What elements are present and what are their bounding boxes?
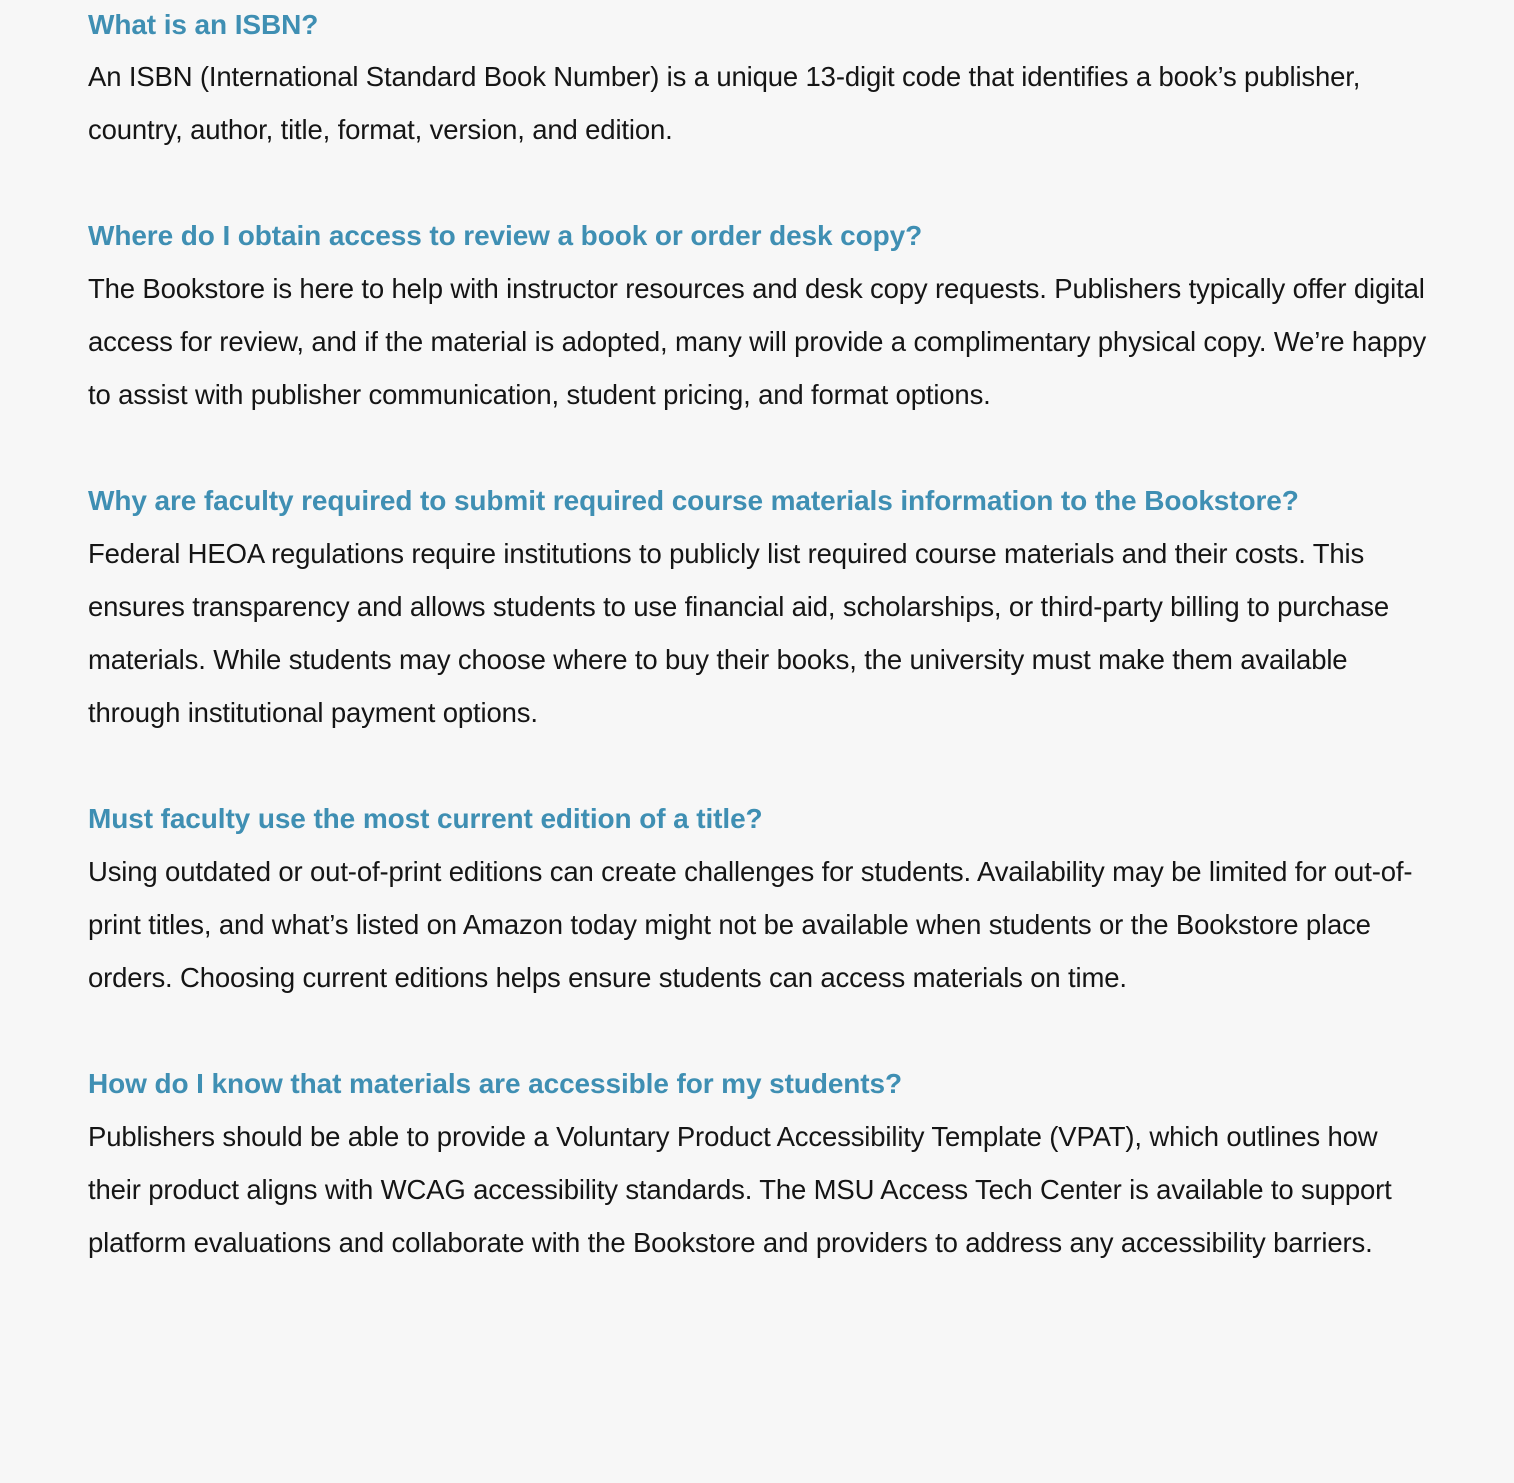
faq-answer: An ISBN (International Standard Book Number) is a unique 13-digit code that identifies a book’s publisher, country, author, title, format, version, and edition. [88,61,1361,145]
faq-answer: Federal HEOA regulations require institutions to publicly list required course materials and their costs. This ensures transparency and allows students to use financial aid, scholarships, or third-party billing to purchase materials. While students may choose where to buy their books, the university must make them available through institutional payment options. [88,538,1390,728]
faq-item-current-edition [88,792,1430,1004]
faq-question: Where do I obtain access to review a book or order desk copy? [88,220,923,251]
faq-item-review-access [88,209,1430,421]
faq-answer: Using outdated or out-of-print editions can create challenges for students. Availability may be limited for out-of-print titles, and what’s listed on Amazon today might not be available when students or the Bookstore place orders. Choosing current editions helps ensure students can access materials on time. [88,856,1413,993]
faq-item-heoa-submission [88,474,1430,739]
faq-question: Why are faculty required to submit required course materials information to the Bookstore? [88,485,1299,516]
faq-item-accessibility [88,1057,1430,1269]
faq-question: Must faculty use the most current edition of a title? [88,803,763,834]
faq-question: What is an ISBN? [88,9,319,40]
faq-answer: Publishers should be able to provide a Voluntary Product Accessibility Template (VPAT), which outlines how their product aligns with WCAG accessibility standards. The MSU Access Tech Center is available to support platform evaluations and collaborate with the Bookstore and providers to address any accessibility barriers. [88,1121,1392,1258]
faq-item-isbn [88,0,1430,156]
faq-answer: The Bookstore is here to help with instructor resources and desk copy requests. Publishers typically offer digital access for review, and if the material is adopted, many will provide a complimentary physical copy. We’re happy to assist with publisher communication, student pricing, and format options. [88,273,1427,410]
faq-question: How do I know that materials are accessible for my students? [88,1068,903,1099]
